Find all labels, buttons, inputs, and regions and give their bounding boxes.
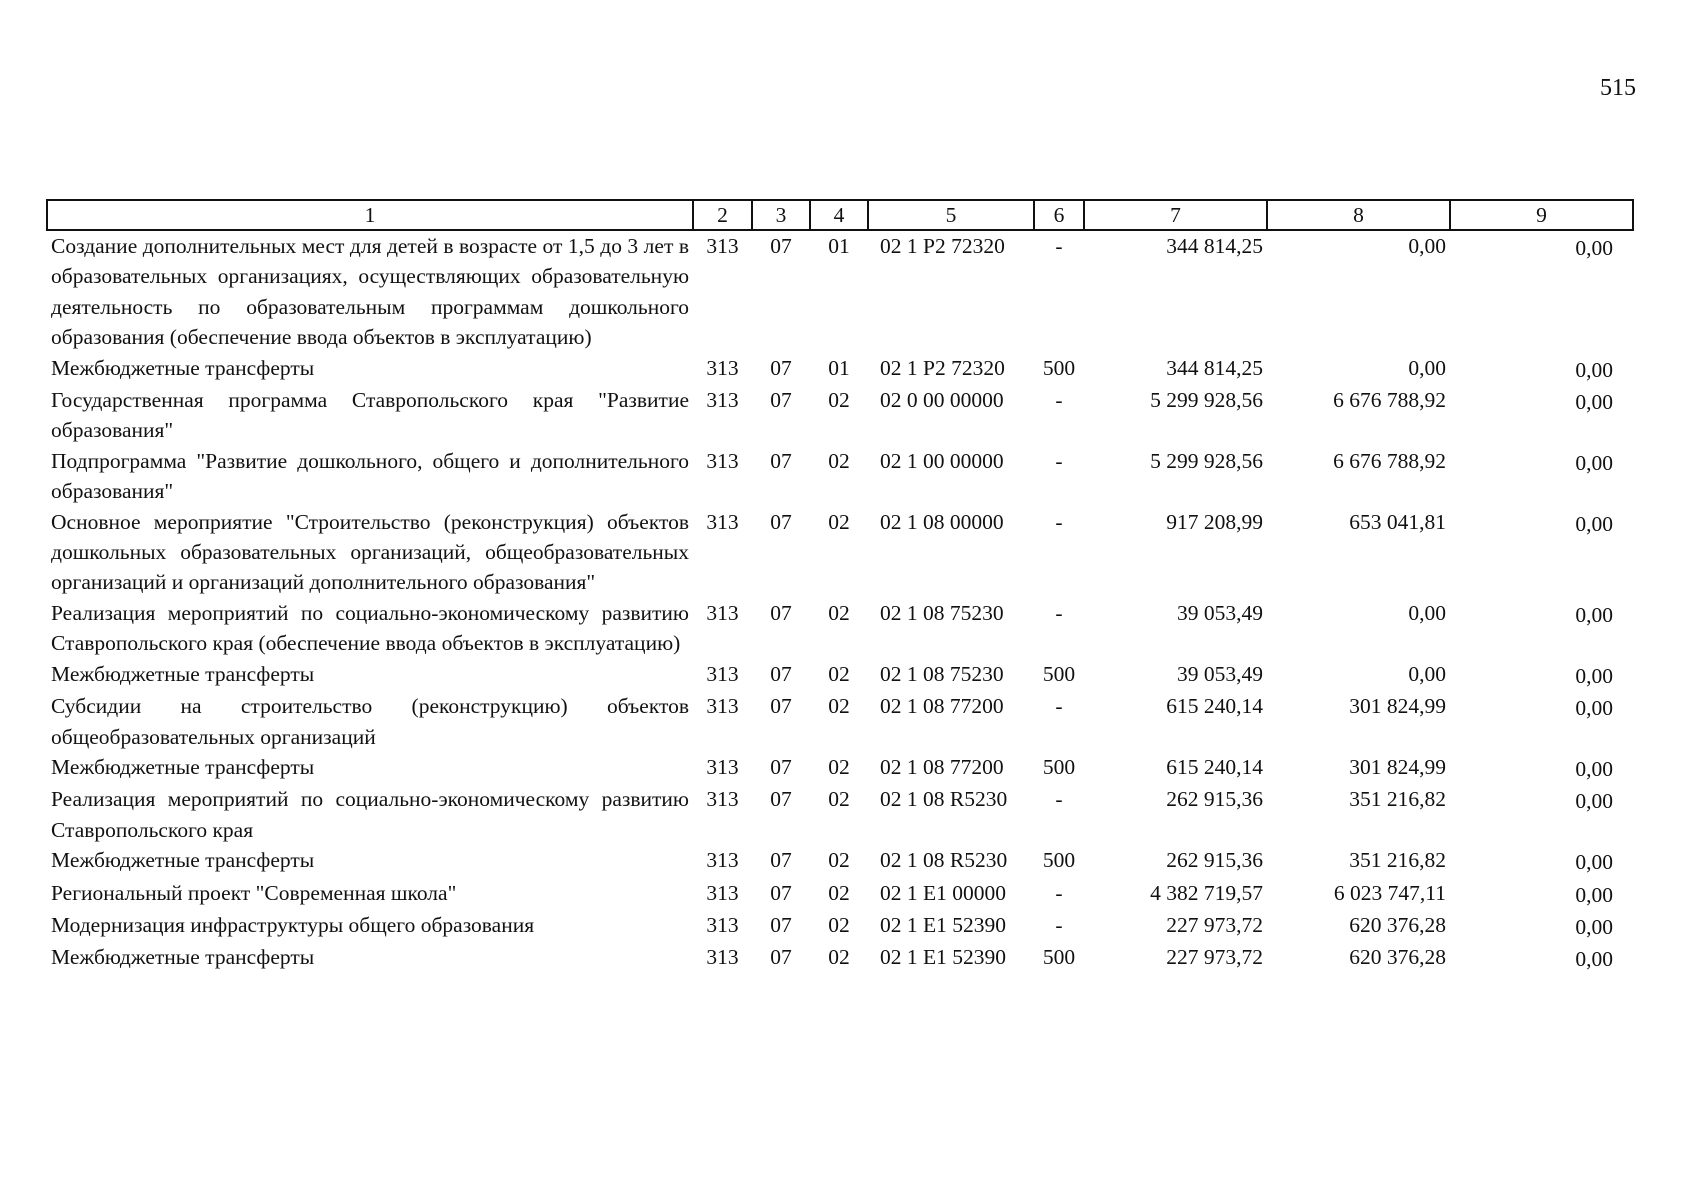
cell-section: 07 [770,880,792,905]
cell-amount-col9: 0,00 [1575,602,1613,627]
budget-table [46,199,1634,975]
cell-ministry-code: 313 [706,661,739,686]
cell-subsection: 02 [828,912,850,937]
table-row [47,353,1633,385]
cell-section: 07 [770,694,792,719]
cell-subsection: 01 [828,355,850,380]
cell-amount-col9: 0,00 [1575,236,1613,260]
cell-expense-type: - [1055,234,1063,258]
header-row [47,200,1633,230]
cell-amount-col7: 917 208,99 [1166,509,1263,534]
cell-expense-type: 500 [1042,754,1076,779]
header-cell-3: 3 [752,200,810,230]
cell-expense-type: - [1055,448,1063,473]
cell-section: 07 [770,754,792,779]
cell-expense-type: 500 [1042,355,1076,380]
header-cell-6: 6 [1034,200,1084,230]
cell-name: Межбюджетные трансферты [51,355,315,380]
cell-target-article: 02 1 P2 72320 [880,234,1005,258]
cell-target-article: 02 1 P2 72320 [880,355,1005,380]
cell-name: Региональный проект "Современная школа" [51,880,457,905]
cell-amount-col7: 39 053,49 [1177,661,1263,686]
cell-amount-col9: 0,00 [1575,450,1613,475]
cell-name: Основное мероприятие "Строительство (реконструкция) объектов дошкольных образовательных организаций, общеобразовательных организаций и организаций дополнительного образования" [51,509,689,595]
cell-name: Государственная программа Ставропольского края "Развитие образования" [51,388,689,443]
cell-target-article: 02 1 08 77200 [880,694,1004,719]
cell-target-article: 02 1 08 R5230 [880,787,1008,812]
cell-amount-col7: 39 053,49 [1177,600,1263,625]
cell-amount-col8: 620 376,28 [1349,912,1446,937]
cell-ministry-code: 313 [706,388,739,413]
table-header [47,200,1633,230]
cell-amount-col7: 262 915,36 [1166,787,1263,812]
cell-amount-col9: 0,00 [1575,511,1613,536]
cell-section: 07 [770,848,792,873]
cell-ministry-code: 313 [706,694,739,719]
header-cell-4: 4 [810,200,868,230]
cell-name: Субсидии на строительство (реконструкцию) объектов общеобразовательных организаций [51,694,689,749]
cell-ministry-code: 313 [706,600,739,625]
cell-expense-type: 500 [1042,945,1076,970]
cell-subsection: 02 [828,448,850,473]
cell-amount-col7: 262 915,36 [1166,848,1263,873]
cell-amount-col7: 615 240,14 [1166,754,1263,779]
table-body [47,230,1633,975]
table-row [47,507,1633,598]
table-row [47,845,1633,877]
table-row [47,230,1633,353]
cell-amount-col9: 0,00 [1575,663,1613,688]
cell-amount-col9: 0,00 [1575,696,1613,721]
cell-ministry-code: 313 [706,754,739,779]
cell-ministry-code: 313 [706,787,739,812]
cell-expense-type: - [1055,388,1063,413]
cell-name: Подпрограмма "Развитие дошкольного, общего и дополнительного образования" [51,448,689,504]
cell-name: Межбюджетные трансферты [51,754,315,779]
table-row [47,910,1633,942]
cell-amount-col7: 344 814,25 [1166,355,1263,380]
cell-amount-col8: 0,00 [1408,600,1446,625]
cell-amount-col9: 0,00 [1575,947,1613,972]
cell-amount-col7: 344 814,25 [1166,234,1263,258]
cell-amount-col8: 0,00 [1408,234,1446,258]
cell-section: 07 [770,661,792,686]
cell-amount-col8: 301 824,99 [1349,754,1446,779]
cell-subsection: 01 [828,234,850,258]
header-cell-9: 9 [1450,200,1633,230]
cell-subsection: 02 [828,754,850,779]
cell-section: 07 [770,509,792,534]
cell-name: Межбюджетные трансферты [51,661,315,686]
page-number: 515 [1600,75,1636,101]
header-cell-7: 7 [1084,200,1267,230]
cell-name: Межбюджетные трансферты [51,945,315,970]
cell-subsection: 02 [828,600,850,625]
cell-amount-col9: 0,00 [1575,789,1613,814]
header-cell-1: 1 [47,200,693,230]
cell-target-article: 02 0 00 00000 [880,388,1004,413]
cell-section: 07 [770,448,792,473]
cell-ministry-code: 313 [706,848,739,873]
cell-section: 07 [770,787,792,812]
cell-section: 07 [770,945,792,970]
cell-amount-col7: 5 299 928,56 [1150,388,1263,413]
cell-amount-col7: 615 240,14 [1166,694,1263,719]
table-row [47,942,1633,974]
cell-target-article: 02 1 E1 52390 [880,945,1007,970]
cell-subsection: 02 [828,509,850,534]
cell-section: 07 [770,388,792,413]
cell-subsection: 02 [828,880,850,905]
cell-name: Межбюджетные трансферты [51,848,315,873]
cell-amount-col9: 0,00 [1575,914,1613,939]
cell-target-article: 02 1 08 75230 [880,661,1004,686]
cell-amount-col8: 0,00 [1408,661,1446,686]
cell-expense-type: - [1055,912,1063,937]
cell-amount-col9: 0,00 [1575,882,1613,907]
cell-amount-col8: 653 041,81 [1349,509,1446,534]
cell-name: Реализация мероприятий по социально-экономическому развитию Ставропольского края [51,787,689,842]
cell-amount-col8: 6 023 747,11 [1333,880,1446,905]
table-row [47,752,1633,784]
cell-target-article: 02 1 E1 52390 [880,912,1007,937]
cell-ministry-code: 313 [706,448,739,473]
cell-name: Реализация мероприятий по социально-экономическому развитию Ставропольского края (обеспечение ввода объектов в эксплуатацию) [51,600,689,656]
cell-amount-col7: 227 973,72 [1166,912,1263,937]
table-row [47,691,1633,752]
table-row [47,878,1633,910]
cell-subsection: 02 [828,848,850,873]
cell-subsection: 02 [828,694,850,719]
cell-ministry-code: 313 [706,880,739,905]
cell-amount-col8: 301 824,99 [1349,694,1446,719]
cell-expense-type: - [1055,880,1063,905]
cell-target-article: 02 1 08 R5230 [880,848,1008,873]
cell-ministry-code: 313 [706,912,739,937]
cell-target-article: 02 1 08 75230 [880,600,1004,625]
cell-amount-col8: 351 216,82 [1349,787,1446,812]
cell-subsection: 02 [828,661,850,686]
cell-amount-col8: 620 376,28 [1349,945,1446,970]
cell-amount-col8: 6 676 788,92 [1333,448,1446,473]
table-row [47,784,1633,845]
table-row [47,598,1633,659]
cell-expense-type: - [1055,600,1063,625]
cell-amount-col9: 0,00 [1575,390,1613,415]
cell-name: Модернизация инфраструктуры общего образования [51,912,535,937]
cell-amount-col7: 4 382 719,57 [1150,880,1263,905]
header-cell-2: 2 [693,200,752,230]
cell-subsection: 02 [828,787,850,812]
header-cell-8: 8 [1267,200,1450,230]
cell-expense-type: 500 [1042,661,1076,686]
cell-target-article: 02 1 08 00000 [880,509,1004,534]
cell-target-article: 02 1 E1 00000 [880,880,1007,905]
cell-section: 07 [770,355,792,380]
cell-expense-type: 500 [1042,848,1076,873]
cell-expense-type: - [1055,787,1063,812]
cell-subsection: 02 [828,945,850,970]
cell-amount-col9: 0,00 [1575,850,1613,875]
cell-ministry-code: 313 [706,234,739,258]
cell-amount-col8: 6 676 788,92 [1333,388,1446,413]
cell-target-article: 02 1 00 00000 [880,448,1004,473]
table-row [47,385,1633,446]
header-cell-5: 5 [868,200,1034,230]
cell-ministry-code: 313 [706,509,739,534]
cell-ministry-code: 313 [706,945,739,970]
cell-amount-col7: 227 973,72 [1166,945,1263,970]
cell-section: 07 [770,234,792,258]
cell-amount-col8: 351 216,82 [1349,848,1446,873]
cell-amount-col8: 0,00 [1408,355,1446,380]
cell-name: Создание дополнительных мест для детей в возрасте от 1,5 до 3 лет в образовательных организациях, осуществляющих образовательную деятельность по образовательным программам дошкольного образования (обеспечение ввода объектов в эксплуатацию) [51,234,689,350]
cell-target-article: 02 1 08 77200 [880,754,1004,779]
cell-amount-col9: 0,00 [1575,756,1613,781]
cell-expense-type: - [1055,509,1063,534]
cell-section: 07 [770,600,792,625]
cell-subsection: 02 [828,388,850,413]
table-row [47,446,1633,507]
cell-expense-type: - [1055,694,1063,719]
cell-ministry-code: 313 [706,355,739,380]
cell-amount-col9: 0,00 [1575,357,1613,382]
table-row [47,659,1633,691]
cell-section: 07 [770,912,792,937]
cell-amount-col7: 5 299 928,56 [1150,448,1263,473]
